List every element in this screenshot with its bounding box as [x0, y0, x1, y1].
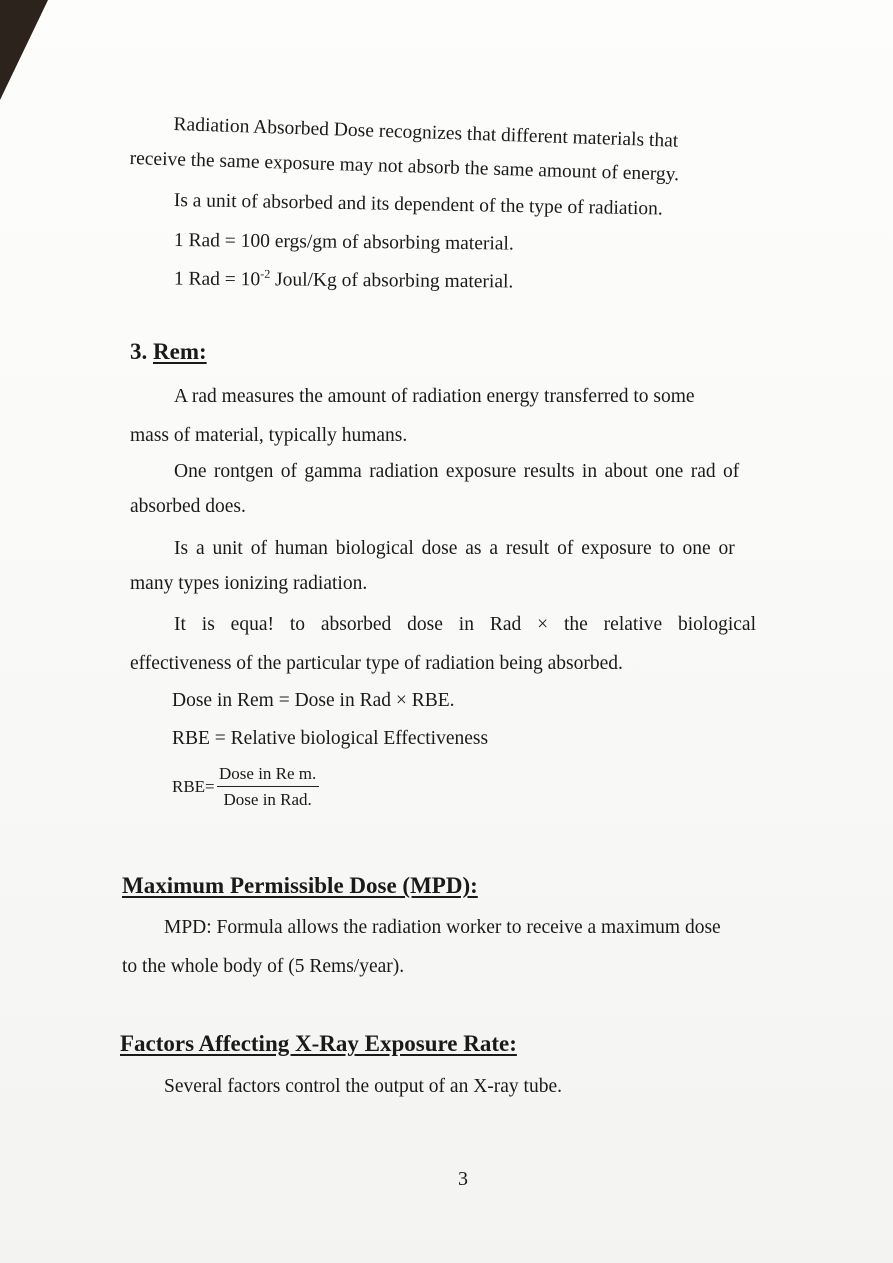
intro-line-3: Is a unit of absorbed and its dependent of the type of radiation.: [173, 189, 663, 220]
rem-formula-2: RBE = Relative biological Effectiveness: [172, 728, 489, 749]
intro-line-2: receive the same exposure may not absorb the same amount of energy.: [129, 147, 680, 186]
factors-heading: Factors Affecting X-Ray Exposure Rate:: [120, 1031, 517, 1056]
rem-p2-line-1: One rontgen of gamma radiation exposure results in about one rad of: [174, 461, 740, 482]
rbe-fraction-numerator: Dose in Re m.: [219, 764, 317, 783]
intro-line-4: 1 Rad = 100 ergs/gm of absorbing material.: [173, 229, 514, 255]
rbe-fraction-lhs: RBE=: [172, 777, 215, 796]
rem-p1-line-2: mass of material, typically humans.: [130, 425, 408, 446]
rem-formula-1: Dose in Rem = Dose in Rad × RBE.: [172, 690, 455, 711]
rem-p1-line-1: A rad measures the amount of radiation energy transferred to some: [174, 386, 695, 407]
factors-line-1: Several factors control the output of an X-ray tube.: [164, 1076, 562, 1097]
mpd-line-1: MPD: Formula allows the radiation worker to receive a maximum dose: [164, 917, 721, 938]
intro-line-5: 1 Rad = $10^{-2}$ Joul/Kg of absorbing material.: [173, 266, 514, 293]
rem-p3-line-2: many types ionizing radiation.: [130, 573, 368, 594]
mpd-heading: Maximum Permissible Dose (MPD):: [122, 873, 478, 898]
rem-heading: 3. Rem:: [130, 339, 207, 364]
mpd-line-2: to the whole body of (5 Rems/year).: [122, 956, 405, 977]
rem-p4-line-2: effectiveness of the particular type of radiation being absorbed.: [130, 653, 623, 674]
rem-p4-line-1: It is equa! to absorbed dose in Rad × the relative biological: [174, 614, 756, 635]
rem-p2-line-2: absorbed does.: [130, 496, 246, 517]
rem-p3-line-1: Is a unit of human biological dose as a result of exposure to one or: [174, 538, 735, 559]
rbe-fraction-denominator: Dose in Rad.: [223, 790, 312, 809]
rbe-fraction: [172, 764, 319, 810]
intro-line-1: Radiation Absorbed Dose recognizes that different materials that: [173, 113, 679, 152]
page-corner-shadow: [0, 0, 48, 100]
page-number: 3: [458, 1168, 468, 1190]
